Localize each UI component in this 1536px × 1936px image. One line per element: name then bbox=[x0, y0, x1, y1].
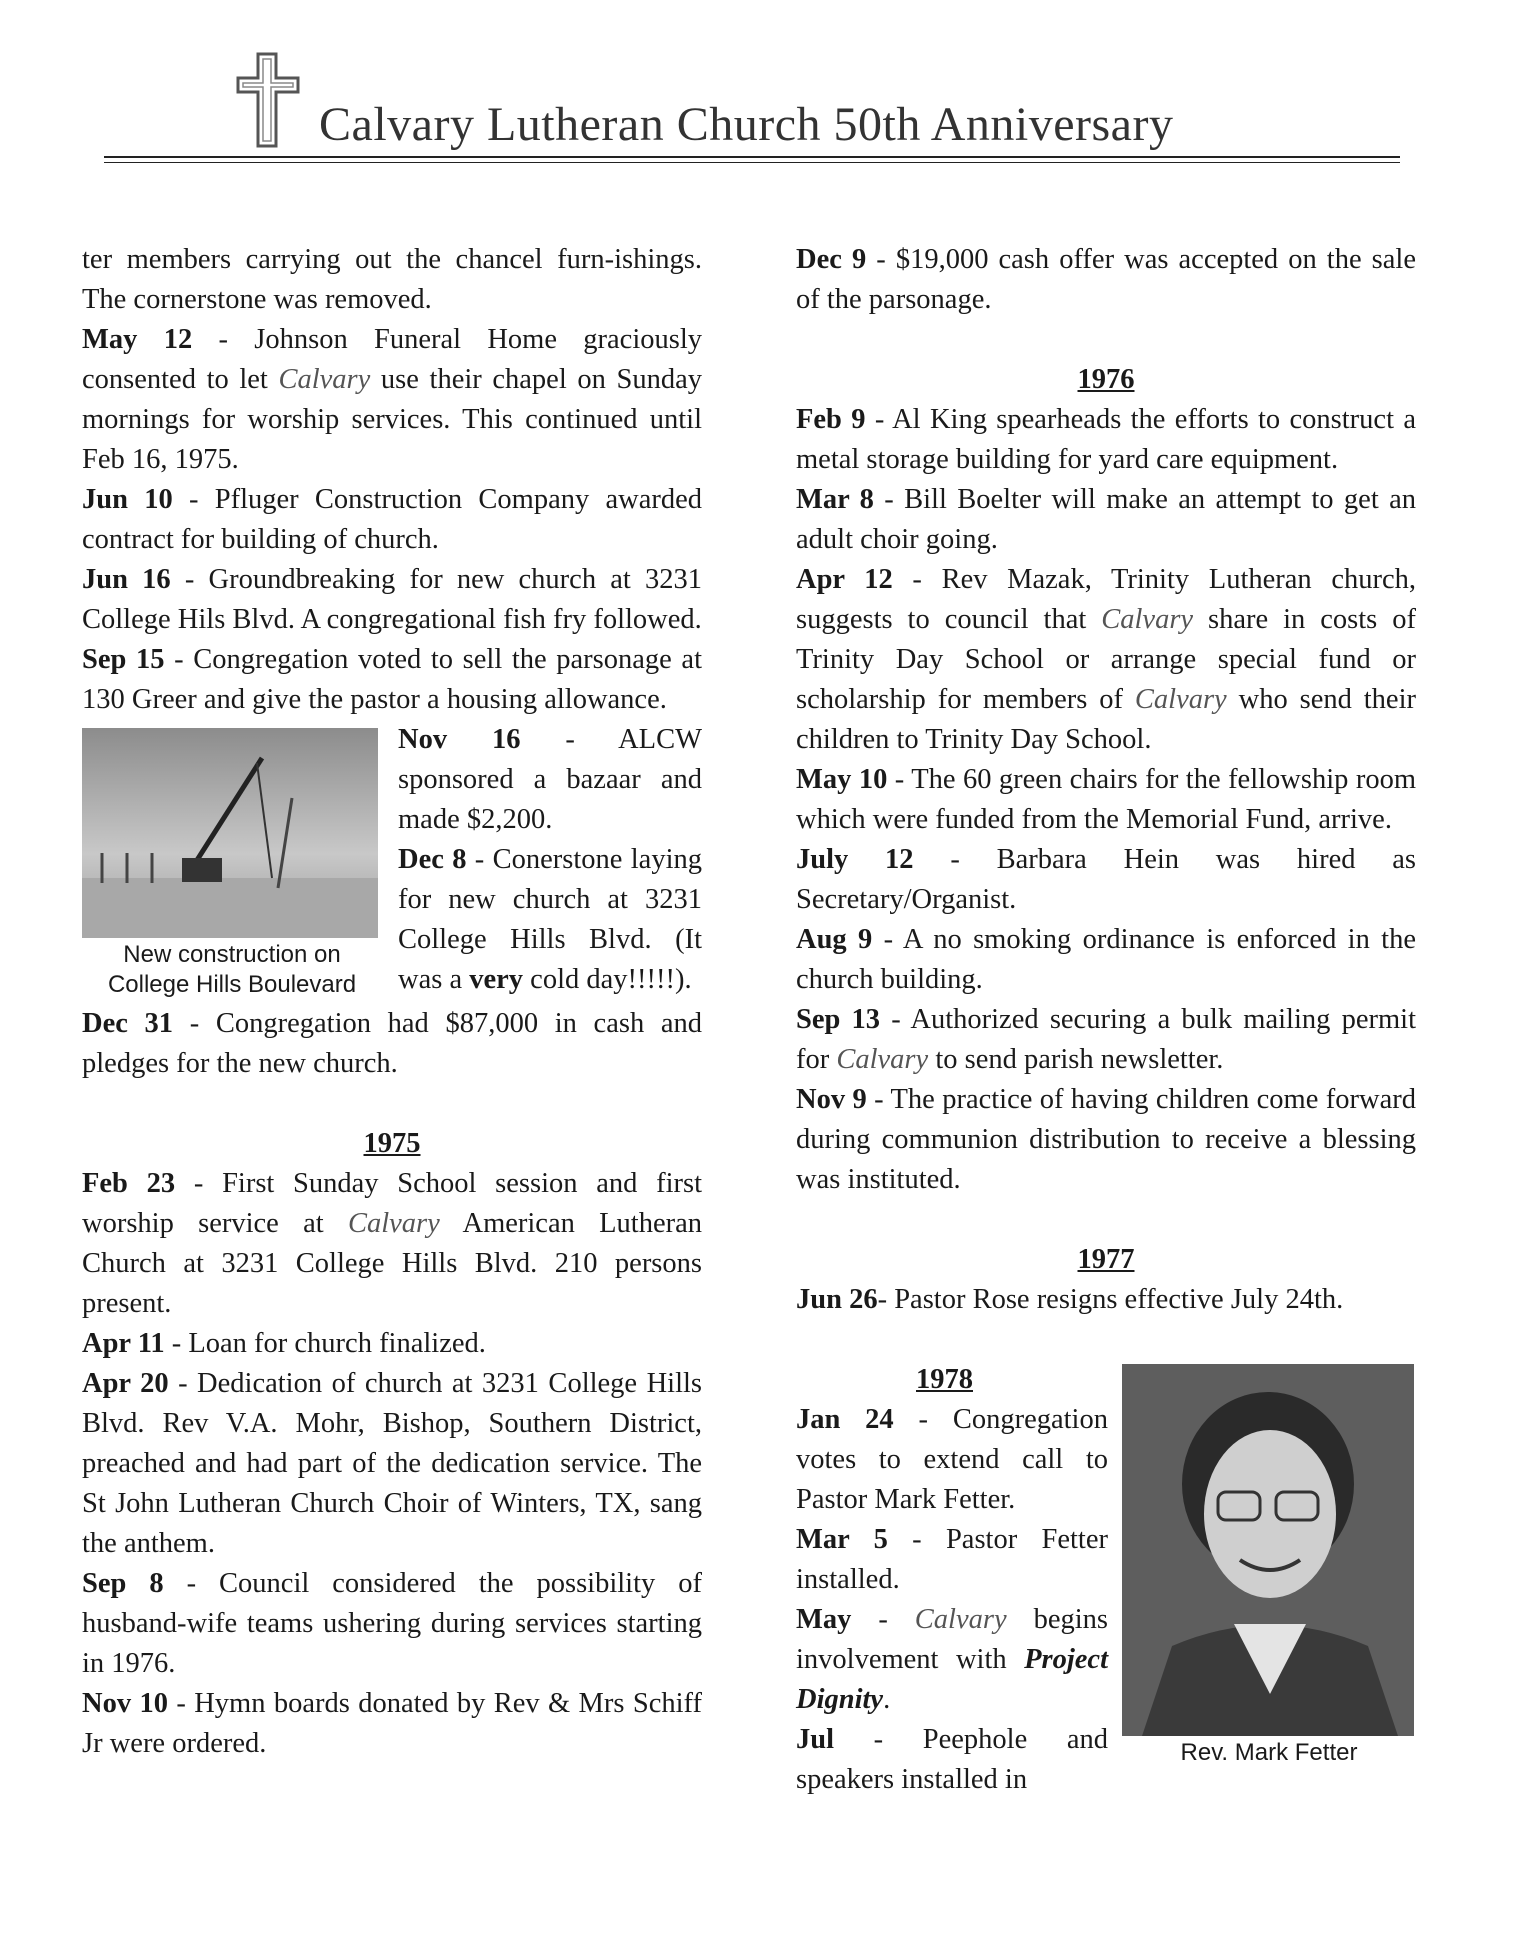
entry-date: Apr 11 bbox=[82, 1328, 165, 1359]
entry-date: Mar 5 bbox=[796, 1524, 888, 1555]
page-title: Calvary Lutheran Church 50th Anniversary bbox=[319, 98, 1174, 151]
entry-date: Nov 9 bbox=[796, 1084, 867, 1115]
entry-date: Dec 8 bbox=[398, 844, 467, 875]
calvary-name: Calvary bbox=[836, 1044, 929, 1075]
timeline-entry: Nov 9 - The practice of having children come forward during communion distribution to receive a blessing was instituted. bbox=[796, 1084, 1416, 1195]
entry-date: Feb 23 bbox=[82, 1168, 176, 1199]
calvary-name: Calvary bbox=[278, 364, 371, 395]
timeline-entry: Feb 9 - Al King spearheads the efforts to construct a metal storage building for yard care equipment. bbox=[796, 404, 1416, 475]
timeline-entry: May 12 - Johnson Funeral Home graciously consented to let Calvary use their chapel on Sunday mornings for worship services. This continued until Feb 16, 1975. bbox=[82, 324, 702, 475]
entry-date: Dec 31 bbox=[82, 1008, 174, 1039]
entry-date: Jan 24 bbox=[796, 1404, 894, 1435]
timeline-entry: May 10 - The 60 green chairs for the fellowship room which were funded from the Memorial Fund, arrive. bbox=[796, 764, 1416, 835]
timeline-entry: Sep 13 - Authorized securing a bulk mailing permit for Calvary to send parish newsletter. bbox=[796, 1004, 1416, 1075]
entry-date: Sep 8 bbox=[82, 1568, 164, 1599]
construction-photo-figure bbox=[82, 728, 382, 1000]
entry-date: July 12 bbox=[796, 844, 914, 875]
timeline-entry: Mar 8 - Bill Boelter will make an attempt to get an adult choir going. bbox=[796, 484, 1416, 555]
emphasis: very bbox=[469, 964, 524, 995]
header-rule bbox=[104, 156, 1400, 158]
year-heading: 1975 bbox=[363, 1128, 421, 1159]
timeline-entry: Sep 8 - Council considered the possibility of husband-wife teams ushering during services starting in 1976. bbox=[82, 1568, 702, 1679]
entry-date: Jun 16 bbox=[82, 564, 171, 595]
photo-caption: New construction on College Hills Boulevard bbox=[107, 941, 357, 998]
paragraph: ter members carrying out the chancel furn-ishings. The cornerstone was removed. bbox=[82, 244, 702, 315]
timeline-entry: Sep 15 - Congregation voted to sell the parsonage at 130 Greer and give the pastor a housing allowance. bbox=[82, 644, 702, 715]
timeline-entry: Mar 5 - Pastor Fetter installed. bbox=[796, 1524, 1108, 1595]
entry-date: Feb 9 bbox=[796, 404, 866, 435]
calvary-name: Calvary bbox=[1134, 684, 1227, 715]
right-column bbox=[796, 240, 1416, 1800]
entry-date: Jun 26 bbox=[796, 1284, 878, 1315]
entry-date: Aug 9 bbox=[796, 924, 873, 955]
entry-date: Jul bbox=[796, 1724, 835, 1755]
page-header bbox=[104, 42, 1404, 162]
pastor-photo-figure bbox=[1122, 1360, 1416, 1768]
construction-photo bbox=[82, 728, 378, 938]
timeline-entry: Dec 8 - Conerstone laying for new church at 3231 College Hills Blvd. (It was a very cold day!!!!!). bbox=[398, 844, 702, 995]
timeline-entry: Jun 10 - Pfluger Construction Company awarded contract for building of church. bbox=[82, 484, 703, 555]
year-heading: 1978 bbox=[916, 1364, 973, 1395]
timeline-entry: Apr 20 - Dedication of church at 3231 College Hills Blvd. Rev V.A. Mohr, Bishop, Southern District, preached and had part of the dedication service. The St John Lutheran Church Choir of Winters, TX, sang the anthem. bbox=[82, 1368, 702, 1559]
timeline-entry: Dec 9 - $19,000 cash offer was accepted on the sale of the parsonage. bbox=[796, 244, 1416, 315]
timeline-entry: Apr 11 - Loan for church finalized. bbox=[82, 1328, 486, 1359]
timeline-entry: Aug 9 - A no smoking ordinance is enforced in the church building. bbox=[796, 924, 1416, 995]
entry-date: Apr 12 bbox=[796, 564, 893, 595]
timeline-entry: Dec 31 - Congregation had $87,000 in cash and pledges for the new church. bbox=[82, 1008, 702, 1079]
calvary-name: Calvary bbox=[347, 1208, 440, 1239]
timeline-entry: Nov 16 - ALCW sponsored a bazaar and made $2,200. bbox=[398, 724, 702, 835]
timeline-entry: Nov 10 - Hymn boards donated by Rev & Mrs Schiff Jr were ordered. bbox=[82, 1688, 702, 1759]
calvary-name: Calvary bbox=[1101, 604, 1194, 635]
entry-date: Nov 16 bbox=[398, 724, 521, 755]
entry-date: Apr 20 bbox=[82, 1368, 169, 1399]
entry-date: May 10 bbox=[796, 764, 888, 795]
entry-date: Mar 8 bbox=[796, 484, 874, 515]
left-column bbox=[82, 240, 702, 1764]
entry-date: May 12 bbox=[82, 324, 193, 355]
timeline-entry: May - Calvary begins involvement with Project Dignity. bbox=[796, 1604, 1108, 1715]
header-rule-thin bbox=[104, 162, 1400, 163]
timeline-entry: Jun 16 - Groundbreaking for new church at 3231 College Hils Blvd. A congregational fish fry followed. bbox=[82, 564, 703, 635]
calvary-name: Calvary bbox=[914, 1604, 1007, 1635]
timeline-entry: Jun 26- Pastor Rose resigns effective July 24th. bbox=[796, 1284, 1344, 1315]
year-heading: 1977 bbox=[1077, 1244, 1135, 1275]
entry-date: May bbox=[796, 1604, 852, 1635]
entry-date: Sep 15 bbox=[82, 644, 165, 675]
project-name: Project Dignity bbox=[796, 1644, 1108, 1715]
photo-caption: Rev. Mark Fetter bbox=[1180, 1739, 1358, 1766]
timeline-entry: Jan 24 - Congregation votes to extend call to Pastor Mark Fetter. bbox=[796, 1404, 1108, 1515]
cross-icon bbox=[234, 50, 304, 150]
timeline-entry: Jul - Peephole and speakers installed in bbox=[796, 1724, 1108, 1795]
entry-date: Sep 13 bbox=[796, 1004, 881, 1035]
year-heading: 1976 bbox=[1077, 364, 1135, 395]
pastor-photo bbox=[1122, 1364, 1414, 1736]
entry-date: Jun 10 bbox=[82, 484, 173, 515]
timeline-entry: Feb 23 - First Sunday School session and first worship service at Calvary American Lutheran Church at 3231 College Hills Blvd. 210 persons present. bbox=[82, 1168, 702, 1319]
entry-date: Dec 9 bbox=[796, 244, 867, 275]
entry-date: Nov 10 bbox=[82, 1688, 168, 1719]
timeline-entry: July 12 - Barbara Hein was hired as Secretary/Organist. bbox=[796, 844, 1416, 915]
timeline-entry: Apr 12 - Rev Mazak, Trinity Lutheran church, suggests to council that Calvary share in costs of Trinity Day School or arrange special fund or scholarship for members of Calvary who send their children to Trinity Day School. bbox=[796, 564, 1417, 755]
